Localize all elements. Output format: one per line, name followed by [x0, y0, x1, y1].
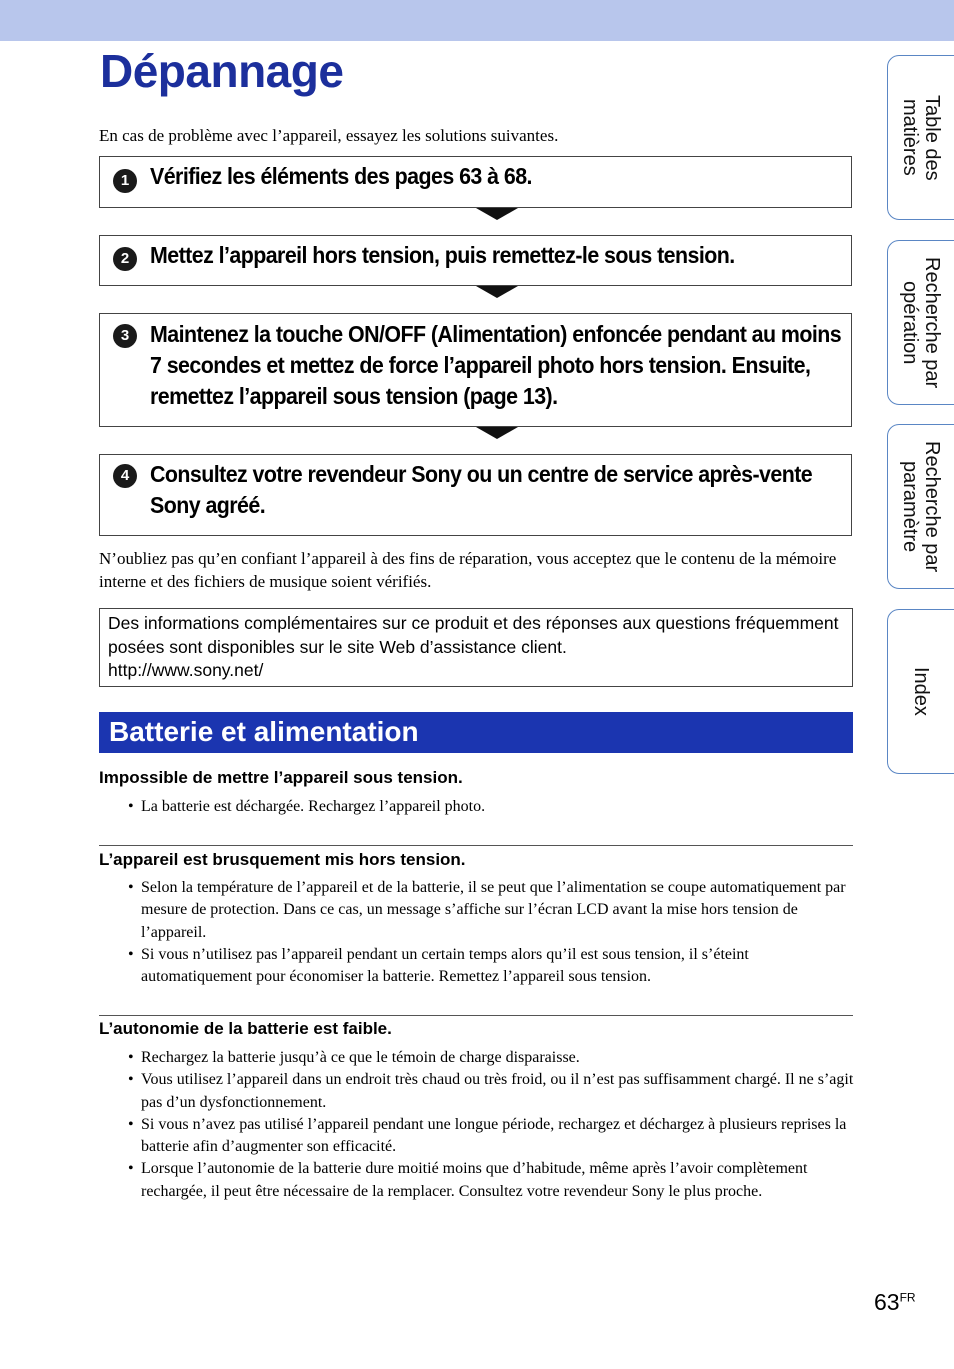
tab-label: Recherche par paramètre	[899, 440, 943, 573]
list-item: • Vous utilisez l’appareil dans un endroit très chaud ou très froid, ou il n’est pas suffisamment chargé. Il ne s’agit pas d’un dysfonctionnement.	[99, 1069, 854, 1114]
problem-heading: L’autonomie de la batterie est faible.	[99, 1019, 392, 1038]
tab-label: Index	[910, 667, 932, 716]
tab-table-des-matieres[interactable]	[887, 55, 954, 220]
intro-text: En cas de problème avec l’appareil, essayez les solutions suivantes.	[99, 126, 559, 145]
solution-list	[99, 1047, 854, 1203]
page-number	[874, 1289, 916, 1316]
list-item: • Lorsque l’autonomie de la batterie dure moitié moins que d’habitude, même après l’avoir complètement rechargée, il peut être nécessaire de la remplacer. Consultez votre revendeur Sony le plus proche.	[99, 1158, 854, 1203]
down-arrow-icon	[476, 427, 518, 439]
page-title: Dépannage	[100, 45, 344, 97]
page-language: FR	[899, 1290, 916, 1305]
step-text-1: Vérifiez les éléments des pages 63 à 68.	[150, 163, 532, 189]
tab-label: Table des matières	[899, 94, 943, 181]
problem-heading: L’appareil est brusquement mis hors tension.	[99, 850, 466, 869]
tab-index[interactable]	[887, 609, 954, 774]
step-box-2	[99, 235, 852, 286]
step-box-1	[99, 156, 852, 208]
step-text-3: Maintenez la touche ON/OFF (Alimentation) enfoncée pendant au moins 7 secondes et mettez de force l’appareil photo hors tension. Ensuite, remettez l’appareil sous tension (page 13).	[150, 321, 842, 409]
repair-note: N’oubliez pas qu’en confiant l’appareil à des fins de réparation, vous acceptez que le contenu de la mémoire interne et des fichiers de musique soient vérifiés.	[99, 549, 837, 591]
step-number-1: 1	[113, 169, 137, 193]
section-heading: Batterie et alimentation	[99, 712, 853, 753]
problem-heading: Impossible de mettre l’appareil sous tension.	[99, 768, 463, 787]
down-arrow-icon	[476, 208, 518, 220]
tab-recherche-par-operation[interactable]	[887, 240, 954, 405]
support-link[interactable]: http://www.sony.net/	[108, 660, 264, 680]
tab-recherche-par-parametre[interactable]	[887, 424, 954, 589]
solution-list	[99, 796, 854, 818]
divider	[99, 1015, 853, 1016]
list-item: • Si vous n’utilisez pas l’appareil pendant un certain temps alors qu’il est sous tension, il s’éteint automatiquement pour économiser la batterie. Remettez l’appareil sous tension.	[99, 944, 854, 989]
tab-label: Recherche par opération	[899, 256, 943, 389]
info-text: Des informations complémentaires sur ce produit et des réponses aux questions fréquemment posées sont disponibles sur le site Web d’assistance client.	[108, 613, 839, 657]
page-number-value: 63	[874, 1289, 900, 1315]
step-number-2: 2	[113, 247, 137, 271]
divider	[99, 845, 853, 846]
step-text-2: Mettez l’appareil hors tension, puis remettez-le sous tension.	[150, 242, 735, 268]
step-number-4: 4	[113, 464, 137, 488]
step-box-3	[99, 313, 852, 427]
list-item: • Si vous n’avez pas utilisé l’appareil pendant une longue période, rechargez et déchargez à plusieurs reprises la batterie afin d’augmenter son efficacité.	[99, 1114, 854, 1159]
down-arrow-icon	[476, 286, 518, 298]
step-number-3: 3	[113, 324, 137, 348]
header-band	[0, 0, 954, 41]
list-item: • La batterie est déchargée. Rechargez l’appareil photo.	[99, 796, 854, 818]
info-box	[99, 608, 853, 687]
list-item: • Selon la température de l’appareil et de la batterie, il se peut que l’alimentation se coupe automatiquement par mesure de protection. Dans ce cas, un message s’affiche sur l’écran LCD avant la mise hors tension de l’appareil.	[99, 877, 854, 944]
solution-list	[99, 877, 854, 988]
step-text-4: Consultez votre revendeur Sony ou un centre de service après-vente Sony agréé.	[150, 461, 813, 518]
list-item: • Rechargez la batterie jusqu’à ce que le témoin de charge disparaisse.	[99, 1047, 854, 1069]
step-box-4	[99, 454, 852, 536]
